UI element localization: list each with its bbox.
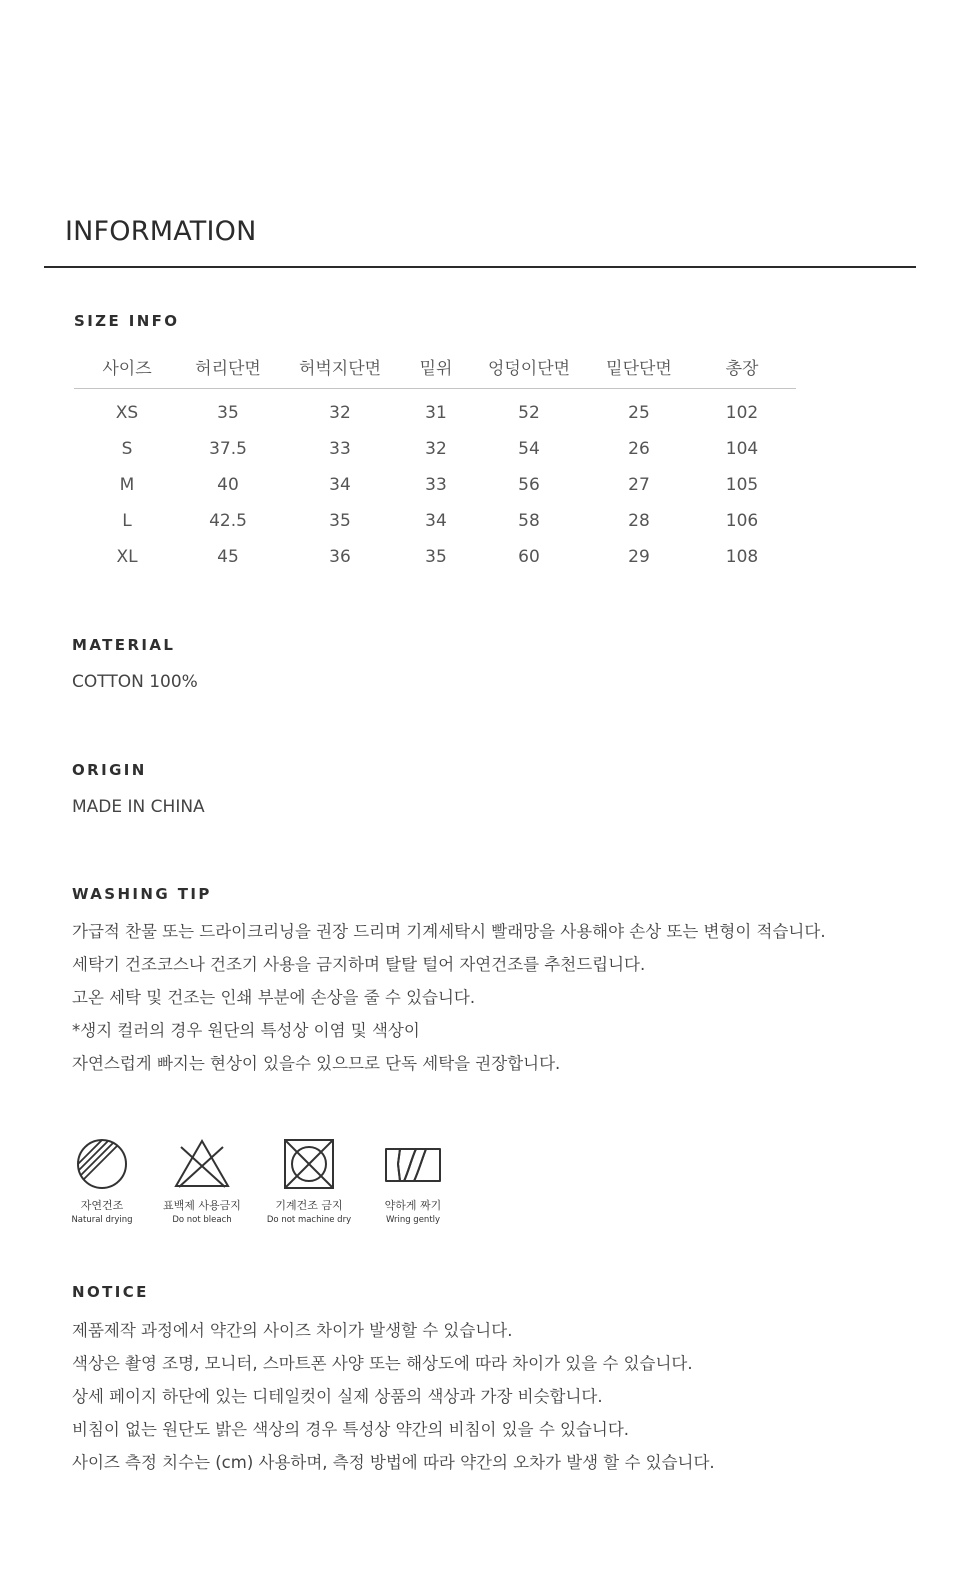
table-cell: 54	[518, 439, 540, 459]
table-cell: 26	[628, 439, 650, 459]
washing-tip-line: *생지 컬러의 경우 원단의 특성상 이염 및 색상이	[72, 1021, 420, 1040]
care-label-en: Do not bleach	[172, 1215, 232, 1225]
care-symbol-no-machine-dry	[261, 1137, 357, 1225]
size-table-header	[74, 344, 796, 389]
table-cell: 29	[628, 547, 650, 567]
material-heading: MATERIAL	[72, 636, 176, 654]
care-label-ko: 자연건조	[80, 1199, 124, 1212]
material-value: COTTON 100%	[72, 672, 198, 692]
column-header: 밑위	[419, 358, 453, 379]
washing-tip-heading: WASHING TIP	[72, 885, 212, 903]
table-cell: 32	[329, 403, 351, 423]
notice-line: 비침이 없는 원단도 밝은 색상의 경우 특성상 약간의 비침이 있을 수 있습니다.	[72, 1420, 630, 1439]
table-cell: 58	[518, 511, 540, 531]
table-cell: 33	[329, 439, 351, 459]
table-cell: 52	[518, 403, 540, 423]
wring-gently-icon	[382, 1137, 444, 1191]
table-cell: XL	[116, 547, 138, 567]
table-cell: 37.5	[209, 439, 247, 459]
column-header: 밑단단면	[606, 358, 672, 379]
washing-tip-line: 가급적 찬물 또는 드라이크리닝을 권장 드리며 기계세탁시 빨래망을 사용해야 손상 또는 변형이 적습니다.	[72, 922, 826, 941]
table-row	[74, 467, 796, 503]
care-label-en: Wring gently	[385, 1215, 441, 1225]
care-symbol-wring-gently	[365, 1137, 461, 1225]
column-header: 사이즈	[102, 358, 152, 379]
origin-value: MADE IN CHINA	[72, 797, 205, 817]
column-header: 총장	[725, 358, 759, 379]
table-cell: 34	[329, 475, 351, 495]
table-row	[74, 395, 796, 431]
table-cell: 105	[725, 475, 759, 495]
table-cell: L	[122, 511, 132, 531]
table-cell: 45	[217, 547, 239, 567]
table-row	[74, 431, 796, 467]
page-title: INFORMATION	[65, 216, 257, 247]
size-info-heading: SIZE INFO	[74, 312, 180, 330]
notice-line: 상세 페이지 하단에 있는 디테일컷이 실제 상품의 색상과 가장 비슷합니다.	[72, 1387, 603, 1406]
table-cell: 56	[518, 475, 540, 495]
table-cell: 33	[425, 475, 447, 495]
table-row	[74, 503, 796, 539]
table-cell: 108	[725, 547, 759, 567]
table-cell: 42.5	[209, 511, 247, 531]
table-cell: 28	[628, 511, 650, 531]
care-label-en: Natural drying	[71, 1215, 133, 1225]
origin-heading: ORIGIN	[72, 761, 147, 779]
column-header: 허리단면	[195, 358, 261, 379]
table-cell: 104	[725, 439, 759, 459]
care-label-ko: 표백제 사용금지	[163, 1199, 241, 1212]
washing-tip-line: 자연스럽게 빠지는 현상이 있을수 있으므로 단독 세탁을 권장합니다.	[72, 1054, 561, 1073]
notice-heading: NOTICE	[72, 1283, 149, 1301]
notice-line: 사이즈 측정 치수는 (cm) 사용하며, 측정 방법에 따라 약간의 오차가 발생 할 수 있습니다.	[72, 1453, 715, 1472]
table-cell: S	[121, 439, 133, 459]
table-row	[74, 539, 796, 575]
care-label-ko: 약하게 짜기	[384, 1199, 442, 1212]
notice-text	[72, 1314, 715, 1479]
table-cell: 32	[425, 439, 447, 459]
table-cell: 102	[725, 403, 759, 423]
table-cell: 27	[628, 475, 650, 495]
notice-line: 색상은 촬영 조명, 모니터, 스마트폰 사양 또는 해상도에 따라 차이가 있을 수 있습니다.	[72, 1354, 693, 1373]
care-label-ko: 기계건조 금지	[275, 1199, 343, 1212]
no-machine-dry-icon	[282, 1137, 336, 1191]
no-bleach-icon	[173, 1137, 231, 1191]
washing-tip-line: 세탁기 건조코스나 건조기 사용을 금지하며 탈탈 털어 자연건조를 추천드립니다.	[72, 955, 646, 974]
table-cell: 34	[425, 511, 447, 531]
notice-line: 제품제작 과정에서 약간의 사이즈 차이가 발생할 수 있습니다.	[72, 1321, 513, 1340]
table-cell: 35	[217, 403, 239, 423]
column-header: 허벅지단면	[298, 358, 382, 379]
table-cell: 40	[217, 475, 239, 495]
care-label-en: Do not machine dry	[266, 1215, 352, 1225]
table-cell: 36	[329, 547, 351, 567]
care-symbol-natural-drying	[54, 1137, 150, 1225]
table-cell: 106	[725, 511, 759, 531]
title-divider	[44, 266, 916, 268]
natural-drying-icon	[75, 1137, 129, 1191]
table-cell: 60	[518, 547, 540, 567]
table-cell: 35	[425, 547, 447, 567]
column-header: 엉덩이단면	[487, 358, 571, 379]
care-symbol-no-bleach	[154, 1137, 250, 1225]
table-cell: 25	[628, 403, 650, 423]
table-cell: 31	[425, 403, 447, 423]
table-cell: 35	[329, 511, 351, 531]
size-table	[74, 344, 796, 575]
table-cell: XS	[115, 403, 139, 423]
washing-tip-text	[72, 915, 826, 1080]
washing-tip-line: 고온 세탁 및 건조는 인쇄 부분에 손상을 줄 수 있습니다.	[72, 988, 476, 1007]
table-cell: M	[119, 475, 135, 495]
care-symbols	[62, 1137, 462, 1237]
